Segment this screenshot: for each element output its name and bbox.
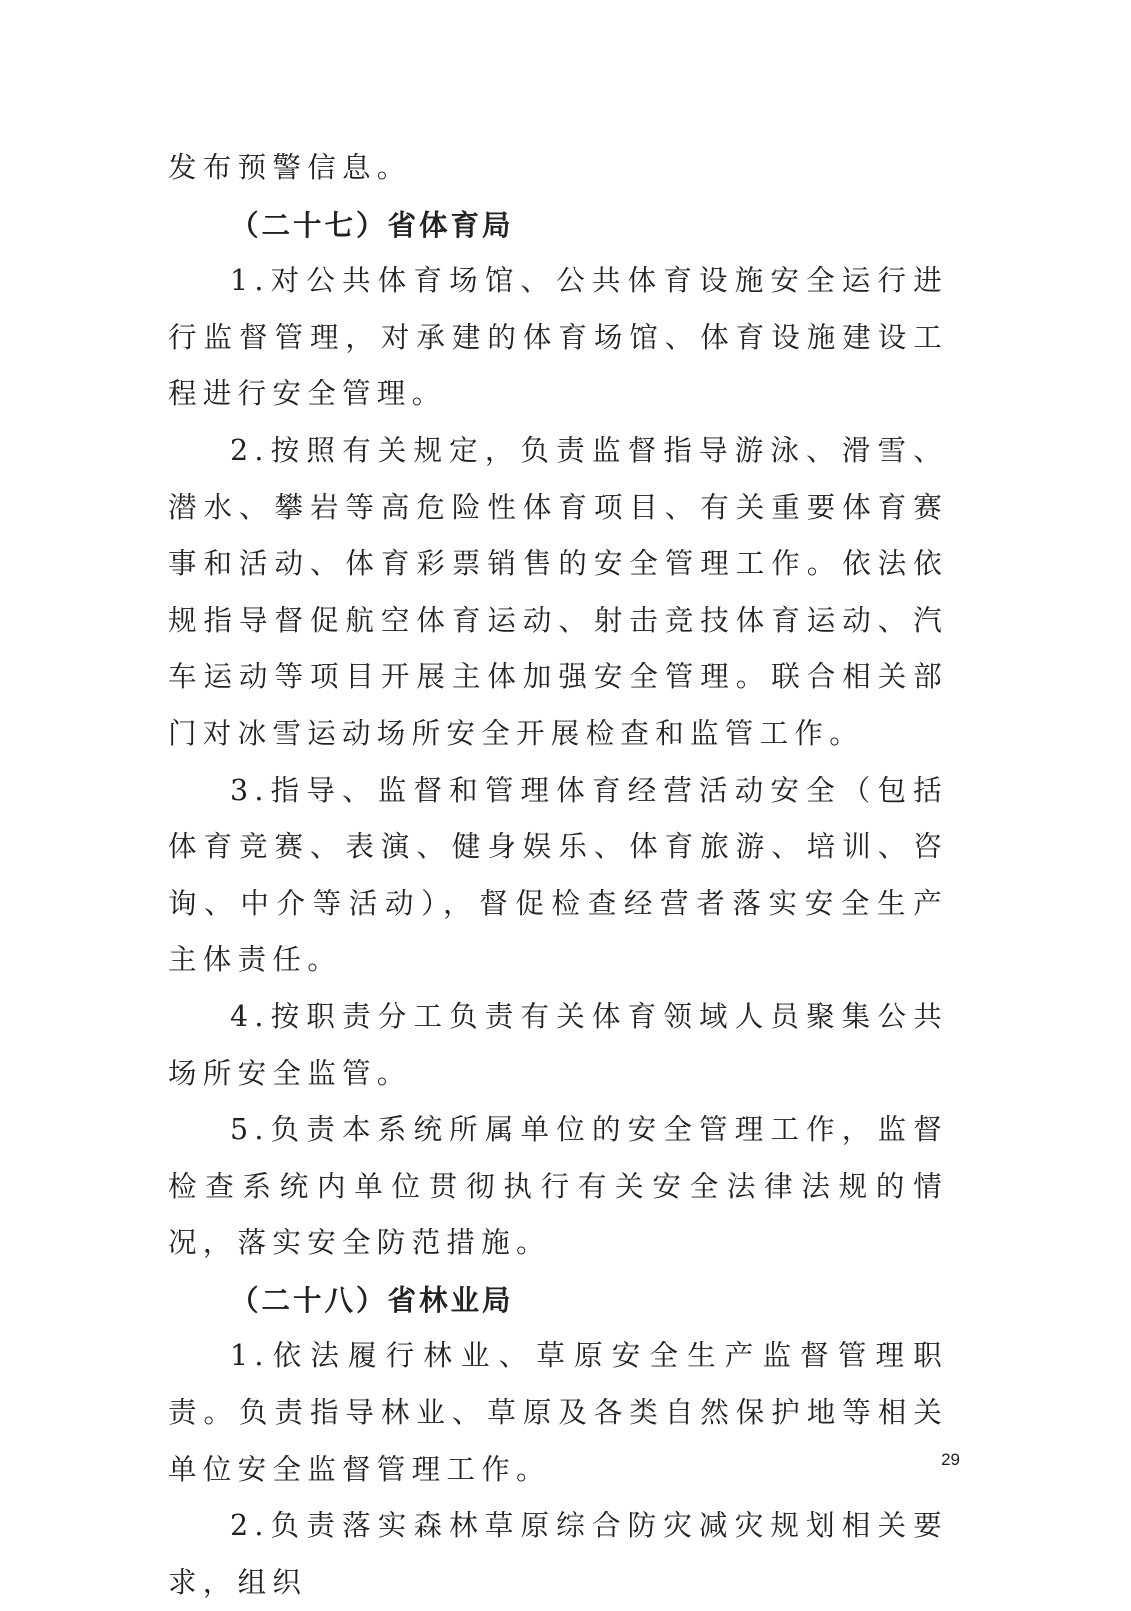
- paragraph: 4.按职责分工负责有关体育领域人员聚集公共场所安全监管。: [168, 999, 948, 1090]
- section-heading: （二十八）省林业局: [230, 1282, 514, 1317]
- paragraph: 2.按照有关规定，负责监督指导游泳、滑雪、潜水、攀岩等高危险性体育项目、有关重要体育赛事和活动、体育彩票销售的安全管理工作。依法依规指导督促航空体育运动、射击竞技体育运动、汽车运动等项目开展主体加强安全管理。联合相关部门对冰雪运动场所安全开展检查和监管工作。: [168, 433, 948, 750]
- paragraph: 1.依法履行林业、草原安全生产监督管理职责。负责指导林业、草原及各类自然保护地等相关单位安全监督管理工作。: [168, 1339, 948, 1486]
- section-heading: （二十七）省体育局: [230, 207, 514, 242]
- paragraph: 5.负责本系统所属单位的安全管理工作，监督检查系统内单位贯彻执行有关安全法律法规的情况，落实安全防范措施。: [168, 1113, 948, 1260]
- page-number: 29: [941, 1450, 960, 1469]
- document-body: [168, 140, 948, 1611]
- continuation-paragraph: 发布预警信息。: [168, 151, 412, 184]
- paragraph: 3.指导、监督和管理体育经营活动安全（包括体育竞赛、表演、健身娱乐、体育旅游、培训、咨询、中介等活动），督促检查经营者落实安全生产主体责任。: [168, 773, 948, 977]
- paragraph: 2.负责落实森林草原综合防灾减灾规划相关要求，组织: [168, 1509, 948, 1599]
- paragraph: 1.对公共体育场馆、公共体育设施安全运行进行监督管理，对承建的体育场馆、体育设施建设工程进行安全管理。: [168, 264, 948, 411]
